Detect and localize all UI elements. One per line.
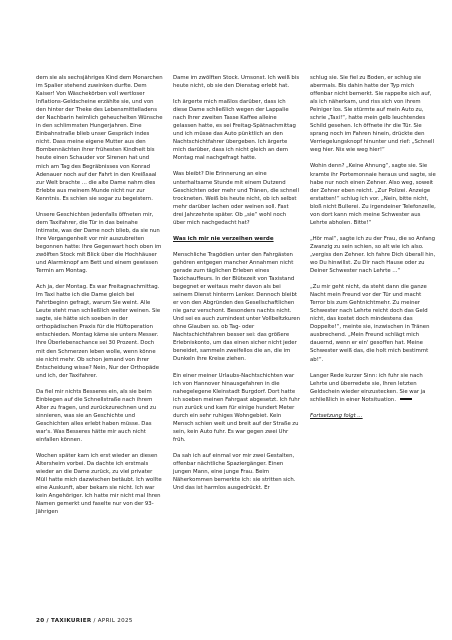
paragraph: Dame im zwölften Stock. Umsonst. Ich weiß bis heute nicht, ob sie den Dienstag erlebt hat. (173, 75, 300, 90)
paragraph: dem sie als sechsjähriges Kind dem Monarchen im Spalier stehend zuwinken durfte. Dem Kaiser! Von Wäschekörben voll wertloser Inflations-Geldscheine erzählte sie, und von den hinter der Theke des Lebensmittelladens der Nachbarin heimlich geheuchelten Wünsche in den schlimmsten Hungerjahren. Eine Einbahnstraße blieb unser Gespräch indes nicht. Dass meine eigene Mutter aus den Bombennächten ihrer frühesten Kindheit bis heute einen Schauder vor Sirenen hat und mich am Tag des Begräbnisses von Konrad Adenauer noch auf der Fahrt in den Kreißsaal zur Welt brachte … die alte Dame nahm dies Erlebte aus meinem Munde nicht nur zur Kenntnis. Es schien sie sogar zu begeistern. (36, 75, 163, 202)
paragraph: Ach ja, der Montag. Es war Freitagnachmittag. Im Taxi hatte ich die Dame gleich bei Fahrtbeginn gefragt, warum Sie weint. Alle Leute steht man schließlich weiter weinen. Sie sagte, sie hätte sich soeben in der orthopädischen Praxis für die Hüftoperation entschieden. Montag käme sie unters Messer. Ihre Überlebenschance sei 30 Prozent. Doch mit den Schmerzen leben wolle, wenn könne sie nicht mehr. Ob schon jemand von ihrer Entscheidung wisse? Nein, Nur der Orthopäde und ich, der Taxifahrer. (36, 284, 161, 379)
continued-note: Fortsetzung folgt … (310, 412, 363, 419)
text-column-left (36, 74, 163, 524)
page-footer (36, 618, 133, 624)
issue-date: / APRIL 2025 (93, 618, 133, 624)
paragraph: Menschliche Tragödien unter den Fahrgästen gehören entgegen mancher Annahmen nicht gerade zum täglichen Erleben eines Taxichauffeurs. In der Blütezeit von Taxistand begegnet er weitaus mehr davon als bei seinem Dienst hinterm Lenker. Dennoch bleibt er von den Abgründen des Gesellschaftlichen nie ganz verschont. Besonders nachts nicht. Und sei es auch zumindest unter Vollbeltzkuren ohne Glauben so. ob Tag- oder Nachtschichtfahren besser sei: das größere Erlebniskonto, um das einen sicher nicht jeder beneidet, sammeln zweifellos die an, die im Dunkeln ihre Kreise ziehen. (173, 251, 301, 363)
text-column-middle (173, 74, 300, 500)
page-number: 20 (36, 618, 45, 624)
publication-name: / TAXIKURIER (46, 618, 92, 624)
paragraph: Ein einer meiner Urlaubs-Nachtschichten war ich von Hannover hinausgefahren in die nahegelegene Kleinstadt Burgdorf. Dort hatte ich soeben meinen Fahrgast abgesetzt. Ich fuhr nun zurück und kam für einige hundert Meter durch ein sehr ruhiges Wohngebiet. Kein Mensch schien weit und breit auf der Straße zu sein, kein Auto fuhr. Es war gegen zwei Uhr früh. (173, 372, 300, 443)
paragraph: schlug sie. Sie fiel zu Boden, er schlug sie abermals. Bis dahin hatte der Typ mich offenbar nicht bemerkt. Sie rappelte sich auf, als ich näherkam, und riss sich von ihrem Peiniger los. Sie stürmte auf mein Auto zu, schrie „Taxi!“, hatte mein gelb leuchtendes Schild gesehen. Ich öffnete ihr die Tür. Sie sprang noch im Fahren hinein, drückte den Verriegelungsknopf hinunter und rief: „Schnell weg hier. Nix wie weg hier!“ (310, 75, 435, 154)
paragraph: „Hör mal“, sagte ich zu der Frau, die so Anfang Zwanzig zu sein schien, so alt wie ich also. „vergiss den Zehner. Ich fahre Dich überall hin, wo Du hinwillst. Zu Dir nach Hause oder zu Deiner Schwester nach Lehrte …“ (310, 235, 436, 275)
section-heading: Was ich mir nie verzeihen werde (173, 235, 274, 242)
paragraph-text: Langer Rede kurzer Sinn: ich fuhr sie nach Lehrte und überredete sie, Ihren letzten Geldschein wieder einzustecken. Sie war ja schließlich in einer Notsituation. (310, 372, 426, 403)
paragraph: Da fiel mir nichts Besseres ein, als sie beim Einbiegen auf die Schnellstraße nach ihrem Alter zu fragen, und zurückzurechnen und zu sinnieren, was sie an Geschichte und Geschichten alles erlebt haben müsse. Das war's. Was Besseres hätte mir auch nicht einfallen können. (36, 388, 157, 443)
paragraph-with-end-mark (310, 372, 437, 404)
paragraph: Wochen später kam ich erst wieder an diesen Altersheim vorbei. Da dachte ich erstmals wieder an die Dame zurück, zu viel privater Müll hatte mich dazwischen betäubt. Ich wollte eine Auskunft, aber bekam sie nicht. Ich war kein Angehöriger. Ich hatte mir nicht mal Ihren Namen gemerkt und faselte nur von der 93-Jährigen (36, 453, 162, 516)
paragraph: Was bleibt? Die Erinnerung an eine unterhaltsame Stunde mit einem Dutzend Geschichten oder mehr und Tränen, die schnell trockneten. Weiß bis heute nicht, ob ich selbst mehr darüber lachen oder weinen soll. Fast drei Jahrzehnte später. Ob „sie“ wohl noch über mich nachgedacht hat? (173, 171, 300, 226)
text-column-right (310, 74, 437, 428)
paragraph: Ich ärgerte mich maßlos darüber, dass ich diese Dame schließlich wegen der Lappalie nach Ihrer zweiten Tasse Kaffee alleine gelassen hatte, es sei Freitag-Spätnachmittag und ich müsse das Auto pünktlich an den Nachtschichtfahrer übergeben. Ich ärgerte mich darüber, dass ich nicht gleich an dem Montag mal nachgefragt hatte. (173, 99, 296, 162)
paragraph: „Zu mir geht nicht, da steht dann die ganze Nacht mein Freund vor der Tür und macht Terror bis zum Gehtnichtmehr. Zu meiner Schwester nach Lehrte reicht doch das Geld nicht, das kostet doch mindestens das Doppelte!“, meinte sie, inzwischen in Tränen ausbrechend. „Mein Freund schlägt mich dauernd, wenn er ein' gesoffen hat. Meine Schwester weiß das, die holt mich bestimmt ab!“. (310, 284, 430, 363)
end-of-article-mark (400, 398, 412, 400)
paragraph: Wohin denn? „Keine Ahnung“, sagte sie. Sie kramte ihr Portemonnaie heraus und sagte, sie habe nur noch einen Zehner. Also weg, soweit der Zehner eben reicht. „Zur Polizei. Anzeige erstatten!“ schlug ich vor. „Nein, bitte nicht, bloß nicht Bullerei. Zu irgendeiner Telefonzelle, von dort kann mich meine Schwester aus Lehrte abholen. Bitte!“ (310, 163, 436, 226)
paragraph: Da sah ich auf einmal vor mir zwei Gestalten, offenbar nächtliche Spaziergänger. Einen jungen Mann, eine junge Frau. Beim Näherkommen bemerkte ich: sie stritten sich. Und das ist harmlos ausgedrückt. Er (173, 452, 296, 492)
paragraph: Unsere Geschichten jedenfalls öffneten mir, dem Taxifahrer, die Tür in das beinahe Intimste, was der Dame noch blieb, da sie nun Ihre Vergangenheit vor mir auszubreiten begonnen hatte: Ihre Gegenwart hoch oben im zwölften Stock mit Blick über die Hochhäuser und Alarmknopf am Bett und einem gewissen Termin am Montag. (36, 211, 162, 275)
